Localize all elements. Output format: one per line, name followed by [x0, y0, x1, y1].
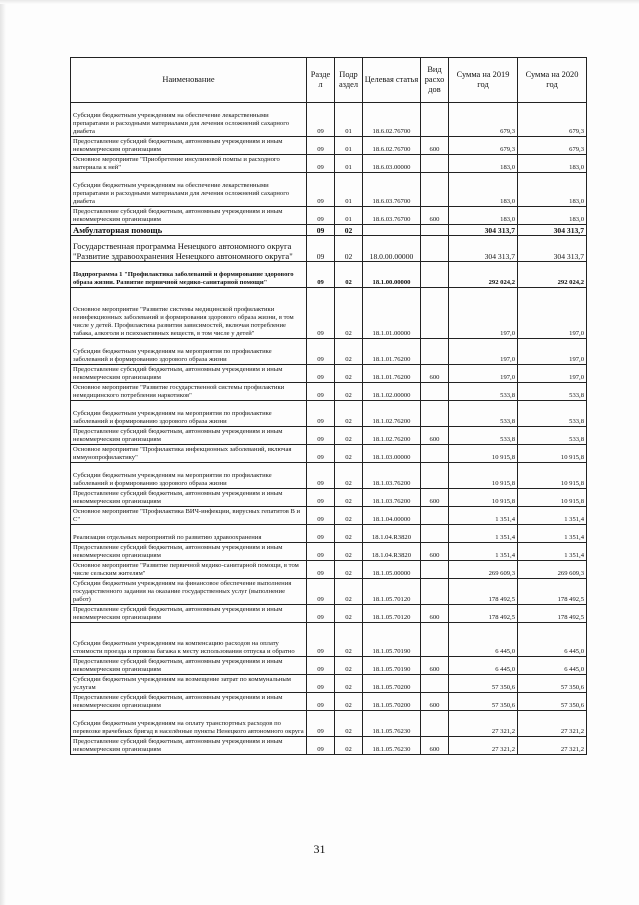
header-sum-2019: Сумма на 2019 год [449, 58, 518, 103]
cell-section: 09 [307, 137, 335, 155]
cell-sum-2020: 533,8 [518, 383, 587, 401]
cell-sum-2020: 197,0 [518, 339, 587, 365]
cell-subsection: 02 [335, 561, 363, 579]
cell-sum-2019: 1 351,4 [449, 507, 518, 525]
cell-sum-2019: 27 321,2 [449, 711, 518, 737]
table-row [71, 427, 587, 445]
cell-name: Субсидии бюджетным учреждениям на оплату транспортных расходов по перевозке врачебных бригад в населённые пункты Ненецкого автономного округа [71, 711, 307, 737]
cell-section: 09 [307, 383, 335, 401]
cell-target: 18.1.03.00000 [363, 445, 421, 463]
cell-target [363, 225, 421, 236]
cell-target: 18.0.00.00000 [363, 236, 421, 262]
cell-sum-2020: 6 445,0 [518, 623, 587, 657]
cell-subsection: 02 [335, 225, 363, 236]
cell-target: 18.1.04.R3820 [363, 543, 421, 561]
cell-name: Подпрограмма 1 "Профилактика заболеваний и формирование здорового образа жизни. Развитие первичной медико-санитарной помощи" [71, 262, 307, 288]
cell-subsection: 02 [335, 236, 363, 262]
cell-target: 18.1.05.00000 [363, 561, 421, 579]
cell-sum-2019: 183,0 [449, 207, 518, 225]
cell-name: Основное мероприятие "Развитие государственной системы профилактики немедицинского потребления наркотиков" [71, 383, 307, 401]
cell-sum-2019: 183,0 [449, 173, 518, 207]
cell-sum-2020: 57 350,6 [518, 693, 587, 711]
cell-section: 09 [307, 561, 335, 579]
cell-section: 09 [307, 543, 335, 561]
cell-section: 09 [307, 155, 335, 173]
cell-subsection: 02 [335, 525, 363, 543]
cell-type: 600 [421, 543, 449, 561]
header-target: Целевая статья [363, 58, 421, 103]
cell-target: 18.1.05.76230 [363, 711, 421, 737]
cell-type: 600 [421, 693, 449, 711]
cell-section: 09 [307, 339, 335, 365]
table-row [71, 489, 587, 507]
cell-sum-2019: 679,3 [449, 137, 518, 155]
cell-section: 09 [307, 207, 335, 225]
page-number: 31 [313, 842, 326, 856]
cell-name: Предоставление субсидий бюджетным, автономным учреждениям и иным некоммерческим организациям [71, 489, 307, 507]
cell-target: 18.6.02.76700 [363, 103, 421, 137]
cell-section: 09 [307, 579, 335, 605]
cell-sum-2020: 183,0 [518, 155, 587, 173]
cell-section: 09 [307, 657, 335, 675]
table-header [71, 58, 587, 103]
table-row [71, 623, 587, 657]
cell-sum-2019: 27 321,2 [449, 737, 518, 755]
cell-type: 600 [421, 207, 449, 225]
cell-sum-2019: 178 492,5 [449, 605, 518, 623]
cell-name: Предоставление субсидий бюджетным, автономным учреждениям и иным некоммерческим организациям [71, 605, 307, 623]
table-row [71, 657, 587, 675]
cell-name: Предоставление субсидий бюджетным, автономным учреждениям и иным некоммерческим организациям [71, 427, 307, 445]
cell-type [421, 711, 449, 737]
cell-sum-2019: 178 492,5 [449, 579, 518, 605]
cell-subsection: 02 [335, 543, 363, 561]
cell-type [421, 463, 449, 489]
cell-subsection: 01 [335, 207, 363, 225]
cell-type: 600 [421, 427, 449, 445]
cell-type: 600 [421, 489, 449, 507]
table-body [71, 103, 587, 755]
cell-target: 18.1.05.70200 [363, 693, 421, 711]
cell-type: 600 [421, 137, 449, 155]
header-name: Наименование [71, 58, 307, 103]
scan-edge [0, 0, 639, 4]
cell-sum-2020: 6 445,0 [518, 657, 587, 675]
cell-sum-2020: 10 915,8 [518, 445, 587, 463]
cell-section: 09 [307, 737, 335, 755]
table-row [71, 155, 587, 173]
cell-target: 18.1.05.70190 [363, 657, 421, 675]
table-row [71, 383, 587, 401]
cell-subsection: 01 [335, 137, 363, 155]
header-subsection: Подр аздел [335, 58, 363, 103]
table-row [71, 445, 587, 463]
cell-sum-2020: 679,3 [518, 103, 587, 137]
budget-table [70, 57, 587, 755]
table-row [71, 737, 587, 755]
cell-target: 18.1.04.R3820 [363, 525, 421, 543]
cell-section: 09 [307, 445, 335, 463]
cell-sum-2020: 183,0 [518, 207, 587, 225]
cell-section: 09 [307, 173, 335, 207]
cell-name: Субсидии бюджетным учреждениям на компенсацию расходов на оплату стоимости проезда и провоза багажа к месту использования отпуска и обратно [71, 623, 307, 657]
cell-type [421, 445, 449, 463]
cell-sum-2019: 10 915,8 [449, 463, 518, 489]
table-row [71, 463, 587, 489]
cell-subsection: 01 [335, 103, 363, 137]
cell-target: 18.1.03.76200 [363, 463, 421, 489]
cell-sum-2019: 197,0 [449, 288, 518, 339]
cell-section: 09 [307, 401, 335, 427]
table-row [71, 561, 587, 579]
cell-sum-2019: 6 445,0 [449, 657, 518, 675]
cell-target: 18.1.05.70190 [363, 623, 421, 657]
cell-type [421, 173, 449, 207]
cell-sum-2019: 57 350,6 [449, 675, 518, 693]
cell-sum-2020: 1 351,4 [518, 507, 587, 525]
cell-subsection: 02 [335, 623, 363, 657]
cell-name: Предоставление субсидий бюджетным, автономным учреждениям и иным некоммерческим организациям [71, 137, 307, 155]
cell-sum-2020: 10 915,8 [518, 463, 587, 489]
scan-edge [0, 0, 6, 905]
cell-target: 18.1.05.70200 [363, 675, 421, 693]
cell-type: 600 [421, 737, 449, 755]
cell-sum-2020: 679,3 [518, 137, 587, 155]
cell-section: 09 [307, 225, 335, 236]
cell-section: 09 [307, 288, 335, 339]
cell-sum-2020: 178 492,5 [518, 605, 587, 623]
cell-sum-2019: 292 024,2 [449, 262, 518, 288]
table-row [71, 262, 587, 288]
table-row [71, 579, 587, 605]
cell-type [421, 155, 449, 173]
cell-sum-2019: 183,0 [449, 155, 518, 173]
cell-subsection: 02 [335, 507, 363, 525]
cell-section: 09 [307, 605, 335, 623]
cell-sum-2020: 197,0 [518, 288, 587, 339]
cell-subsection: 02 [335, 383, 363, 401]
cell-sum-2019: 533,8 [449, 383, 518, 401]
cell-section: 09 [307, 693, 335, 711]
cell-subsection: 02 [335, 463, 363, 489]
cell-subsection: 02 [335, 339, 363, 365]
table-row [71, 288, 587, 339]
cell-section: 09 [307, 711, 335, 737]
cell-sum-2020: 533,8 [518, 427, 587, 445]
cell-sum-2019: 1 351,4 [449, 525, 518, 543]
cell-name: Основное мероприятие "Профилактика ВИЧ-инфекции, вирусных гепатитов В и С" [71, 507, 307, 525]
cell-subsection: 02 [335, 657, 363, 675]
table-row [71, 605, 587, 623]
cell-type [421, 579, 449, 605]
cell-type: 600 [421, 365, 449, 383]
cell-name: Предоставление субсидий бюджетным, автономным учреждениям и иным некоммерческим организациям [71, 207, 307, 225]
cell-subsection: 02 [335, 445, 363, 463]
cell-sum-2020: 304 313,7 [518, 236, 587, 262]
cell-type: 600 [421, 605, 449, 623]
cell-target: 18.1.01.76200 [363, 339, 421, 365]
cell-name: Основное мероприятие "Приобретение инсулиновой помпы и расходного материала к ней" [71, 155, 307, 173]
cell-name: Реализация отдельных мероприятий по развитию здравоохранения [71, 525, 307, 543]
cell-section: 09 [307, 507, 335, 525]
table-row [71, 236, 587, 262]
cell-name: Субсидии бюджетным учреждениям на мероприятия по профилактике заболеваний и формированию здорового образа жизни [71, 463, 307, 489]
cell-section: 09 [307, 623, 335, 657]
cell-target: 18.6.03.76700 [363, 207, 421, 225]
cell-type [421, 623, 449, 657]
table-row [71, 207, 587, 225]
cell-subsection: 02 [335, 675, 363, 693]
cell-section: 09 [307, 427, 335, 445]
cell-target: 18.1.02.00000 [363, 383, 421, 401]
cell-name: Субсидии бюджетным учреждениям на финансовое обеспечение выполнения государственного задания на оказание государственных услуг (выполнение работ) [71, 579, 307, 605]
cell-sum-2019: 533,8 [449, 427, 518, 445]
cell-target: 18.1.00.00000 [363, 262, 421, 288]
cell-type [421, 507, 449, 525]
cell-section: 09 [307, 262, 335, 288]
cell-name: Предоставление субсидий бюджетным, автономным учреждениям и иным некоммерческим организациям [71, 737, 307, 755]
cell-type [421, 288, 449, 339]
cell-subsection: 02 [335, 365, 363, 383]
cell-name: Предоставление субсидий бюджетным, автономным учреждениям и иным некоммерческим организациям [71, 693, 307, 711]
cell-name: Предоставление субсидий бюджетным, автономным учреждениям и иным некоммерческим организациям [71, 543, 307, 561]
cell-sum-2019: 6 445,0 [449, 623, 518, 657]
table-row [71, 693, 587, 711]
cell-sum-2020: 197,0 [518, 365, 587, 383]
cell-sum-2019: 679,3 [449, 103, 518, 137]
cell-target: 18.1.04.00000 [363, 507, 421, 525]
cell-subsection: 02 [335, 262, 363, 288]
cell-name: Субсидии бюджетным учреждениям на мероприятия по профилактике заболеваний и формированию здорового образа жизни [71, 339, 307, 365]
cell-type [421, 262, 449, 288]
cell-sum-2020: 292 024,2 [518, 262, 587, 288]
cell-name: Основное мероприятие "Профилактика инфекционных заболеваний, включая иммунопрофилактику" [71, 445, 307, 463]
header-section: Разде л [307, 58, 335, 103]
table-row [71, 525, 587, 543]
cell-name: Основное мероприятие "Развитие системы медицинской профилактики неинфекционных заболеваний и формирования здорового образа жизни, в том числе у детей. Профилактика развития зависимостей, включая потребление табака, алкоголя и психоактивных веществ, в том числе у детей" [71, 288, 307, 339]
cell-sum-2019: 57 350,6 [449, 693, 518, 711]
cell-subsection: 02 [335, 605, 363, 623]
cell-target: 18.1.05.76230 [363, 737, 421, 755]
cell-name: Основное мероприятие "Развитие первичной медико-санитарной помощи, в том числе сельским жителям" [71, 561, 307, 579]
cell-sum-2020: 1 351,4 [518, 525, 587, 543]
cell-type: 600 [421, 657, 449, 675]
cell-sum-2019: 10 915,8 [449, 489, 518, 507]
cell-sum-2019: 197,0 [449, 339, 518, 365]
table-row [71, 507, 587, 525]
cell-section: 09 [307, 103, 335, 137]
cell-subsection: 02 [335, 579, 363, 605]
table-row [71, 711, 587, 737]
cell-type [421, 383, 449, 401]
cell-section: 09 [307, 675, 335, 693]
cell-sum-2020: 10 915,8 [518, 489, 587, 507]
header-sum-2020: Сумма на 2020 год [518, 58, 587, 103]
cell-subsection: 02 [335, 711, 363, 737]
cell-subsection: 01 [335, 155, 363, 173]
cell-sum-2020: 183,0 [518, 173, 587, 207]
cell-subsection: 02 [335, 401, 363, 427]
table-row [71, 103, 587, 137]
cell-subsection: 01 [335, 173, 363, 207]
cell-section: 09 [307, 236, 335, 262]
cell-subsection: 02 [335, 737, 363, 755]
cell-name: Предоставление субсидий бюджетным, автономным учреждениям и иным некоммерческим организациям [71, 657, 307, 675]
cell-target: 18.1.02.76200 [363, 401, 421, 427]
cell-sum-2019: 304 313,7 [449, 225, 518, 236]
cell-name: Субсидии бюджетным учреждениям на возмещение затрат по коммунальным услугам [71, 675, 307, 693]
cell-sum-2019: 304 313,7 [449, 236, 518, 262]
cell-sum-2020: 1 351,4 [518, 543, 587, 561]
cell-sum-2020: 269 609,3 [518, 561, 587, 579]
cell-target: 18.1.02.76200 [363, 427, 421, 445]
cell-sum-2020: 57 350,6 [518, 675, 587, 693]
cell-type [421, 561, 449, 579]
cell-type [421, 225, 449, 236]
cell-name: Субсидии бюджетным учреждениям на обеспечение лекарственными препаратами и расходными материалами для лечения осложнений сахарного диабета [71, 103, 307, 137]
cell-target: 18.6.03.76700 [363, 173, 421, 207]
table-row [71, 675, 587, 693]
cell-target: 18.1.03.76200 [363, 489, 421, 507]
cell-type [421, 339, 449, 365]
cell-name: Государственная программа Ненецкого автономного округа "Развитие здравоохранения Ненецкого автономного округа" [71, 236, 307, 262]
cell-name: Предоставление субсидий бюджетным, автономным учреждениям и иным некоммерческим организациям [71, 365, 307, 383]
cell-sum-2020: 27 321,2 [518, 711, 587, 737]
table-row [71, 543, 587, 561]
table-row [71, 137, 587, 155]
cell-name: Субсидии бюджетным учреждениям на обеспечение лекарственными препаратами и расходными материалами для лечения осложнений сахарного диабета [71, 173, 307, 207]
cell-name: Субсидии бюджетным учреждениям на мероприятия по профилактике заболеваний и формированию здорового образа жизни [71, 401, 307, 427]
cell-name: Амбулаторная помощь [71, 225, 307, 236]
cell-type [421, 401, 449, 427]
cell-sum-2020: 27 321,2 [518, 737, 587, 755]
header-type: Вид расхо дов [421, 58, 449, 103]
table-row [71, 365, 587, 383]
cell-sum-2019: 533,8 [449, 401, 518, 427]
cell-subsection: 02 [335, 288, 363, 339]
cell-target: 18.1.01.00000 [363, 288, 421, 339]
cell-target: 18.1.05.70120 [363, 605, 421, 623]
cell-sum-2019: 1 351,4 [449, 543, 518, 561]
table-row [71, 339, 587, 365]
cell-sum-2019: 197,0 [449, 365, 518, 383]
header-row [71, 58, 587, 103]
cell-type [421, 103, 449, 137]
cell-sum-2020: 533,8 [518, 401, 587, 427]
cell-target: 18.6.03.00000 [363, 155, 421, 173]
table-row [71, 225, 587, 236]
cell-target: 18.6.02.76700 [363, 137, 421, 155]
cell-type [421, 675, 449, 693]
cell-subsection: 02 [335, 489, 363, 507]
cell-target: 18.1.01.76200 [363, 365, 421, 383]
table-row [71, 173, 587, 207]
cell-section: 09 [307, 463, 335, 489]
cell-sum-2020: 304 313,7 [518, 225, 587, 236]
table-row [71, 401, 587, 427]
cell-section: 09 [307, 365, 335, 383]
cell-type [421, 236, 449, 262]
cell-target: 18.1.05.70120 [363, 579, 421, 605]
cell-type [421, 525, 449, 543]
cell-section: 09 [307, 489, 335, 507]
cell-section: 09 [307, 525, 335, 543]
cell-sum-2019: 269 609,3 [449, 561, 518, 579]
cell-subsection: 02 [335, 693, 363, 711]
cell-sum-2020: 178 492,5 [518, 579, 587, 605]
cell-subsection: 02 [335, 427, 363, 445]
cell-sum-2019: 10 915,8 [449, 445, 518, 463]
